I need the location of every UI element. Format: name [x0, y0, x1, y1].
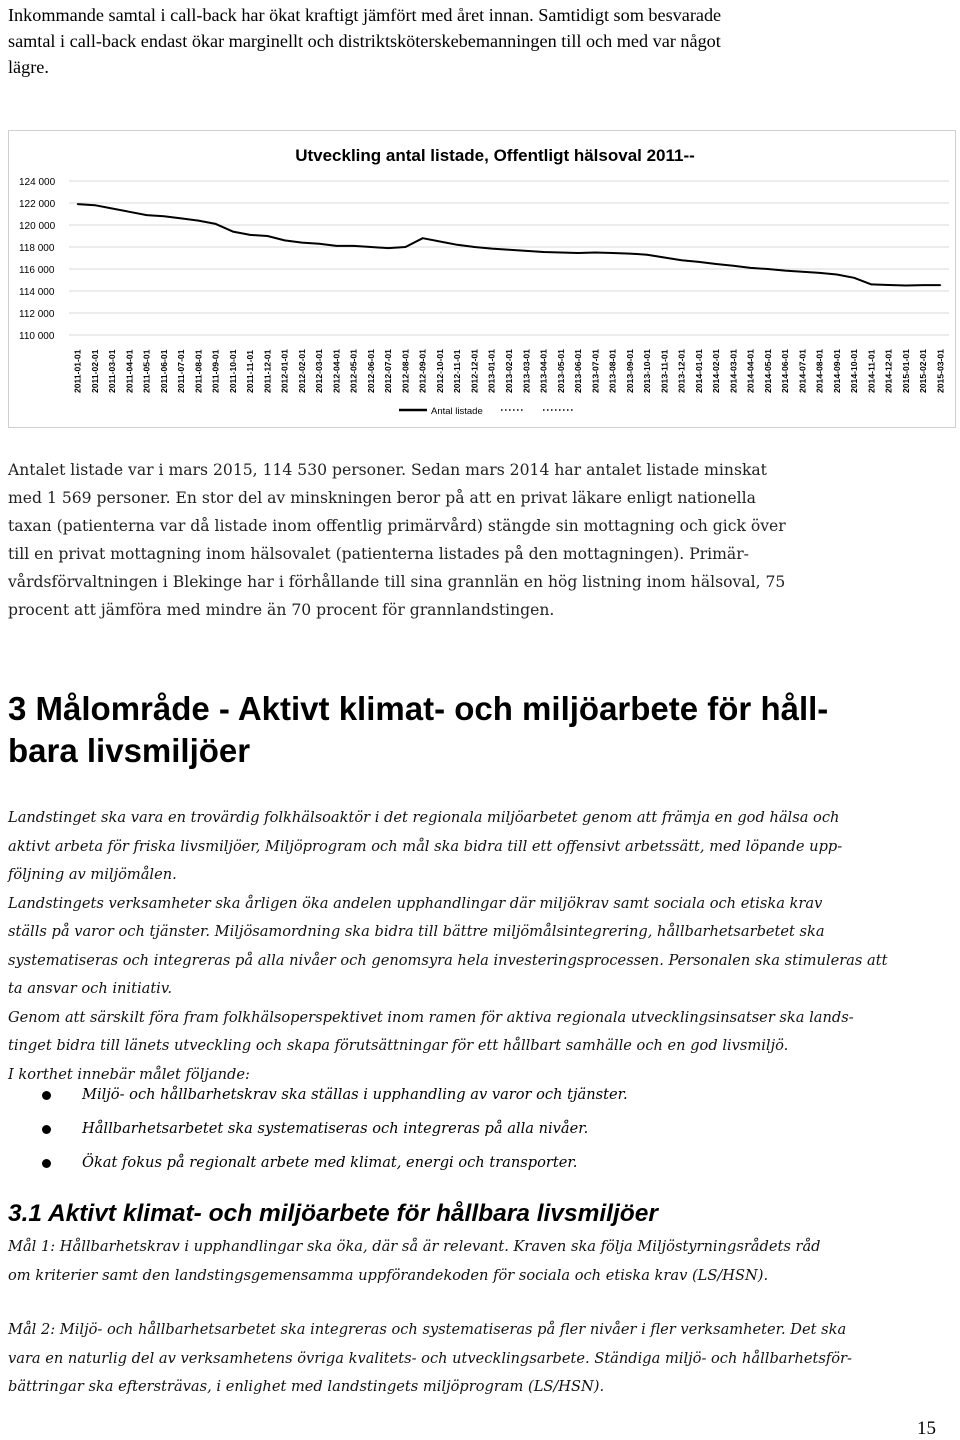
section-intro-line: Landstinget ska vara en trovärdig folkhälsoaktör i det regionala miljöarbetet genom att främja en god hälsa och [8, 809, 840, 826]
data-point [318, 243, 320, 245]
data-point [353, 245, 355, 247]
x-tick-label: 2011-08-01 [193, 349, 204, 393]
data-point [853, 277, 855, 279]
x-tick-label: 2014-03-01 [728, 349, 739, 393]
data-point [802, 271, 804, 273]
data-point [439, 241, 441, 243]
section-intro-line: systematiseras och integreras på alla nivåer och genomsyra hela investeringsprocessen. Personalen ska stimuleras att [8, 951, 888, 969]
intro-line: Inkommande samtal i call-back har ökat kraftigt jämfört med året innan. Samtidigt som besvarade [8, 5, 722, 25]
data-point [232, 231, 234, 233]
section-intro-line: tinget bidra till länets utveckling och skapa förutsättningar för ett hållbart samhälle och en god livsmiljö. [8, 1037, 789, 1054]
data-point [733, 265, 735, 267]
data-point [767, 268, 769, 270]
data-point [370, 246, 372, 248]
x-tick-label: 2011-05-01 [141, 349, 152, 393]
chart-legend [399, 406, 575, 417]
x-tick-label: 2014-02-01 [711, 349, 722, 393]
x-tick-label: 2014-11-01 [866, 349, 877, 393]
subsection-heading: 3.1 Aktivt klimat- och miljöarbete för hållbara livsmiljöer [8, 1200, 658, 1227]
x-tick-label: 2011-03-01 [107, 349, 118, 393]
goal-2 [8, 1316, 943, 1402]
data-point [784, 270, 786, 272]
data-point [663, 257, 665, 259]
section-intro-line: Genom att särskilt föra fram folkhälsoperspektivet inom ramen för aktiva regionala utvecklingsinsatser ska lands- [8, 1008, 854, 1026]
x-tick-label: 2014-05-01 [762, 349, 773, 393]
data-point [750, 267, 752, 269]
body-line: till en privat mottagning inom hälsovalet (patienterna listades på den mottagningen). Primär- [8, 545, 749, 563]
data-point [905, 285, 907, 287]
data-point [819, 272, 821, 274]
list-item [8, 1146, 938, 1180]
x-tick-label: 2012-09-01 [417, 349, 428, 393]
x-tick-label: 2013-09-01 [624, 349, 635, 393]
goal-1 [8, 1233, 943, 1290]
section-heading-line: bara livsmiljöer [8, 732, 251, 769]
y-tick-label: 122 000 [19, 199, 56, 210]
x-tick-label: 2012-12-01 [469, 349, 480, 393]
x-tick-label: 2012-08-01 [400, 349, 411, 393]
x-tick-label: 2011-02-01 [89, 349, 100, 393]
y-tick-label: 114 000 [19, 287, 55, 298]
intro-paragraph [8, 2, 938, 80]
data-point [612, 252, 614, 254]
data-point [715, 263, 717, 265]
data-point [94, 204, 96, 206]
data-point [629, 253, 631, 255]
chart-gridlines [69, 181, 949, 335]
x-tick-label: 2013-11-01 [659, 349, 670, 393]
bullet-text: Ökat fokus på regionalt arbete med klimat, energi och transporter. [82, 1154, 578, 1171]
section-intro-line: Landstingets verksamheter ska årligen öka andelen upphandlingar där miljökrav samt sociala och etiska krav [8, 894, 823, 912]
body-line: taxan (patienterna var då listade inom offentlig primärvård) stängde sin mottagning och gick över [8, 517, 786, 535]
data-point [871, 284, 873, 286]
x-tick-label: 2014-04-01 [745, 349, 756, 393]
x-tick-label: 2014-10-01 [849, 349, 860, 393]
y-tick-label: 116 000 [19, 265, 55, 276]
data-point [422, 237, 424, 239]
goal-2-line: bättringar ska eftersträvas, i enlighet med landstingets miljöprogram (LS/HSN). [8, 1378, 605, 1395]
data-point [301, 242, 303, 244]
data-point [560, 252, 562, 254]
data-point [577, 252, 579, 254]
x-tick-label: 2012-07-01 [383, 349, 394, 393]
goal-1-line: Mål 1: Hållbarhetskrav i upphandlingar ska öka, där så är relevant. Kraven ska följa Miljöstyrningsrådets råd [8, 1238, 821, 1255]
x-tick-label: 2011-12-01 [262, 349, 273, 393]
x-tick-label: 2013-10-01 [642, 349, 653, 393]
list-item [8, 1112, 938, 1146]
section-intro [8, 804, 943, 1089]
x-tick-label: 2014-08-01 [814, 349, 825, 393]
x-tick-label: 2014-09-01 [831, 349, 842, 393]
x-tick-label: 2012-03-01 [314, 349, 325, 393]
data-point [525, 250, 527, 252]
section-intro-line: ställs på varor och tjänster. Miljösamordning ska bidra till bättre miljömålsintegrering, hållbarhetsarbetet ska [8, 923, 825, 940]
data-point [111, 208, 113, 210]
chart-series [77, 203, 941, 286]
x-tick-label: 2013-12-01 [676, 349, 687, 393]
chart-title: Utveckling antal listade, Offentligt hälsoval 2011-- [295, 146, 695, 165]
x-tick-label: 2014-06-01 [780, 349, 791, 393]
bullet-icon [42, 1125, 51, 1134]
y-tick-label: 120 000 [19, 221, 56, 232]
x-tick-label: 2012-04-01 [331, 349, 342, 393]
bullet-text: Hållbarhetsarbetet ska systematiseras och integreras på alla nivåer. [82, 1120, 589, 1137]
data-point [198, 220, 200, 222]
x-tick-label: 2013-03-01 [521, 349, 532, 393]
chart-y-axis [19, 177, 56, 342]
bullet-text: Miljö- och hållbarhetskrav ska ställas i upphandling av varor och tjänster. [82, 1086, 628, 1103]
chart-svg [9, 131, 955, 427]
y-tick-label: 110 000 [19, 331, 55, 342]
x-tick-label: 2013-04-01 [538, 349, 549, 393]
data-point [267, 235, 269, 237]
intro-line: lägre. [8, 57, 49, 77]
x-tick-label: 2012-06-01 [365, 349, 376, 393]
section-intro-line: I korthet innebär målet följande: [8, 1065, 250, 1083]
data-point [129, 211, 131, 213]
x-tick-label: 2012-11-01 [452, 349, 463, 393]
data-point [405, 246, 407, 248]
section-heading-line: 3 Målområde - Aktivt klimat- och miljöarbete för håll- [8, 690, 829, 727]
data-point [284, 240, 286, 242]
data-point [456, 244, 458, 246]
goal-2-line: Mål 2: Miljö- och hållbarhetsarbetet ska integreras och systematiseras på fler nivåer i fler verksamheter. Det ska [8, 1321, 847, 1338]
x-tick-label: 2015-01-01 [900, 349, 911, 393]
x-tick-label: 2011-11-01 [245, 349, 256, 393]
x-tick-label: 2015-02-01 [918, 349, 929, 393]
goal-2-line: vara en naturlig del av verksamhetens övriga kvalitets- och utvecklingsarbete. Ständiga miljö- och hållbarhetsför- [8, 1349, 852, 1367]
goal-bullet-list [8, 1078, 938, 1180]
data-point [681, 259, 683, 261]
x-tick-label: 2011-07-01 [176, 349, 187, 393]
data-point [146, 214, 148, 216]
data-point [594, 252, 596, 254]
data-point [491, 248, 493, 250]
data-point [77, 203, 79, 205]
data-point [508, 249, 510, 251]
data-point [940, 284, 942, 286]
data-point [646, 254, 648, 256]
data-point [387, 247, 389, 249]
x-tick-label: 2011-04-01 [124, 349, 135, 393]
data-point [163, 215, 165, 217]
data-point [249, 234, 251, 236]
y-tick-label: 124 000 [19, 177, 56, 188]
x-tick-label: 2012-01-01 [279, 349, 290, 393]
data-point [888, 284, 890, 286]
y-tick-label: 112 000 [19, 309, 55, 320]
bullet-icon [42, 1091, 51, 1100]
x-tick-label: 2013-08-01 [607, 349, 618, 393]
y-tick-label: 118 000 [19, 243, 55, 254]
chart-x-axis [73, 349, 946, 393]
section-intro-line: följning av miljömålen. [8, 866, 177, 883]
x-tick-label: 2015-03-01 [935, 349, 946, 393]
section-intro-line: aktivt arbeta för friska livsmiljöer, Miljöprogram och mål ska bidra till ett offensivt arbetssätt, med löpande upp- [8, 837, 843, 855]
x-tick-label: 2014-01-01 [693, 349, 704, 393]
section-heading [8, 688, 938, 772]
x-tick-label: 2011-01-01 [72, 349, 83, 393]
x-tick-label: 2011-10-01 [227, 349, 238, 393]
data-point [180, 218, 182, 220]
x-tick-label: 2014-12-01 [883, 349, 894, 393]
x-tick-label: 2013-02-01 [504, 349, 514, 393]
page-number: 15 [917, 1418, 936, 1439]
data-point [474, 246, 476, 248]
x-tick-label: 2012-10-01 [434, 349, 445, 393]
data-point [543, 251, 545, 253]
x-tick-label: 2013-05-01 [555, 349, 566, 393]
body-line: vårdsförvaltningen i Blekinge har i förhållande till sina grannlän en hög listning inom hälsoval, 75 [8, 573, 786, 591]
data-point [698, 261, 700, 263]
x-tick-label: 2013-06-01 [573, 349, 584, 393]
x-tick-label: 2013-07-01 [590, 349, 601, 393]
body-line: med 1 569 personer. En stor del av minskningen beror på att en privat läkare enligt nationella [8, 489, 756, 507]
legend-label: Antal listade [431, 406, 483, 417]
bullet-icon [42, 1159, 51, 1168]
body-line: procent att jämföra med mindre än 70 procent för grannlandstingen. [8, 601, 555, 619]
goal-1-line: om kriterier samt den landstingsgemensamma uppförandekoden för sociala och etiska krav (LS/HSN). [8, 1266, 769, 1284]
series-line [78, 204, 941, 285]
body-paragraph [8, 456, 940, 624]
line-chart [8, 130, 956, 428]
x-tick-label: 2011-06-01 [158, 349, 169, 393]
x-tick-label: 2012-05-01 [348, 349, 359, 393]
intro-line: samtal i call-back endast ökar marginellt och distriktsköterskebemanningen till och med var något [8, 31, 721, 51]
list-item [8, 1078, 938, 1112]
data-point [922, 284, 924, 286]
data-point [336, 245, 338, 247]
data-point [836, 274, 838, 276]
x-tick-label: 2013-01-01 [486, 349, 497, 393]
x-tick-label: 2014-07-01 [797, 349, 808, 393]
section-intro-line: ta ansvar och initiativ. [8, 980, 173, 997]
x-tick-label: 2011-09-01 [210, 349, 221, 393]
x-tick-label: 2012-02-01 [296, 349, 307, 393]
body-line: Antalet listade var i mars 2015, 114 530 personer. Sedan mars 2014 har antalet listade minskat [8, 461, 767, 479]
data-point [215, 223, 217, 225]
